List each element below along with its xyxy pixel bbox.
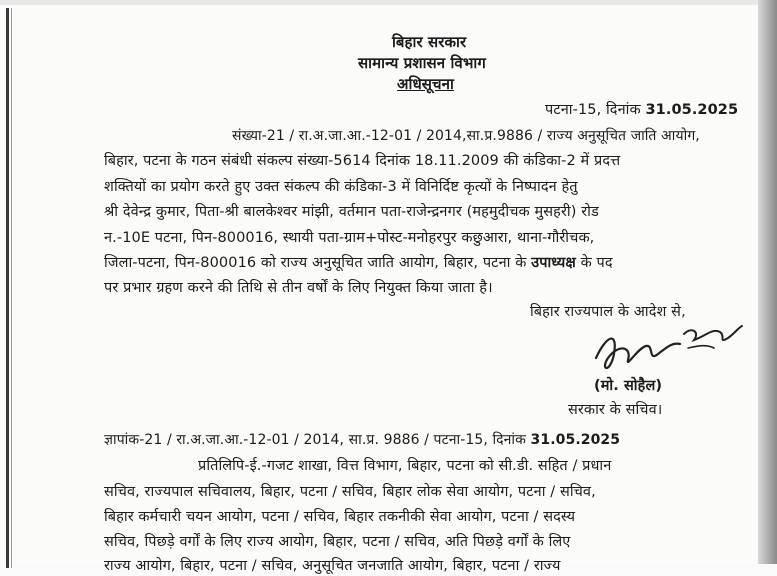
signatory-name: (मो. सोहैल) <box>594 378 663 394</box>
body-line-3: श्री देवेन्द्र कुमार, पिता-श्री बालकेश्वर मांझी, वर्तमान पता-राजेन्द्रनगर (महमुदीचक मुसहरी) रोड <box>104 204 599 220</box>
scan-right-edge <box>758 0 777 564</box>
notification-date: 31.05.2025 <box>645 102 739 118</box>
body-line-5-before: जिला-पटना, पिन-800016 को राज्य अनुसूचित जाति आयोग, बिहार, पटना के <box>104 255 532 271</box>
place-text: पटना-15, दिनांक <box>545 102 646 118</box>
header-dept: सामान्य प्रशासन विभाग <box>358 54 486 72</box>
copy-line-1: प्रतिलिपि-ई.-गजट शाखा, वित्त विभाग, बिहार, पटना को सी.डी. सहित / प्रधान <box>198 458 612 474</box>
body-line-5 <box>104 253 613 273</box>
copy-line-2: सचिव, राज्यपाल सचिवालय, बिहार, पटना / सचिव, बिहार लोक सेवा आयोग, पटना / सचिव, <box>104 484 596 500</box>
place-date <box>545 100 738 120</box>
signatory-designation: सरकार के सचिव। <box>568 402 663 418</box>
scan-left-border-thin <box>11 8 12 568</box>
body-line-6: पर प्रभार ग्रहण करने की तिथि से तीन वर्षों के लिए नियुक्त किया जाता है। <box>104 280 493 296</box>
reference-line: संख्या-21 / रा.अ.जा.आ.-12-01 / 2014,सा.प्र.9886 / राज्य अनुसूचित जाति आयोग, <box>232 128 700 144</box>
header-notification: अधिसूचना <box>397 75 454 93</box>
order-line: बिहार राज्यपाल के आदेश से, <box>530 304 686 320</box>
memo-line <box>104 430 620 450</box>
body-line-5-after: के पद <box>575 255 613 271</box>
copy-line-3: बिहार कर्मचारी चयन आयोग, पटना / सचिव, बिहार तकनीकी सेवा आयोग, पटना / सदस्य <box>104 509 576 525</box>
body-line-4: न.-10E पटना, पिन-800016, स्थायी पता-ग्राम+पोस्ट-मनोहरपुर कछुआरा, थाना-गौरीचक, <box>104 230 595 246</box>
memo-date: 31.05.2025 <box>530 432 621 448</box>
body-line-2: शक्तियों का प्रयोग करते हुए उक्त संकल्प की कंडिका-3 में विनिर्दिष्ट कृत्यों के निष्पादन हेतु <box>104 179 578 195</box>
scan-top-edge <box>0 0 777 5</box>
copy-line-4: सचिव, पिछड़े वर्गों के लिए राज्य आयोग, बिहार, पटना / सचिव, अति पिछड़े वर्गों के लिए <box>104 534 571 550</box>
copy-line-5: राज्य आयोग, बिहार, पटना / सचिव, अनुसूचित जनजाति आयोग, बिहार, पटना / राज्य <box>104 558 561 574</box>
designation-highlight: उपाध्यक्ष <box>531 255 576 271</box>
header-govt: बिहार सरकार <box>392 33 467 51</box>
scan-left-border <box>6 8 9 568</box>
body-line-1: बिहार, पटना के गठन संबंधी संकल्प संख्या-5614 दिनांक 18.11.2009 की कंडिका-2 में प्रदत्त <box>104 153 621 169</box>
memo-text: ज्ञापांक-21 / रा.अ.जा.आ.-12-01 / 2014, सा.प्र. 9886 / पटना-15, दिनांक <box>104 432 531 448</box>
